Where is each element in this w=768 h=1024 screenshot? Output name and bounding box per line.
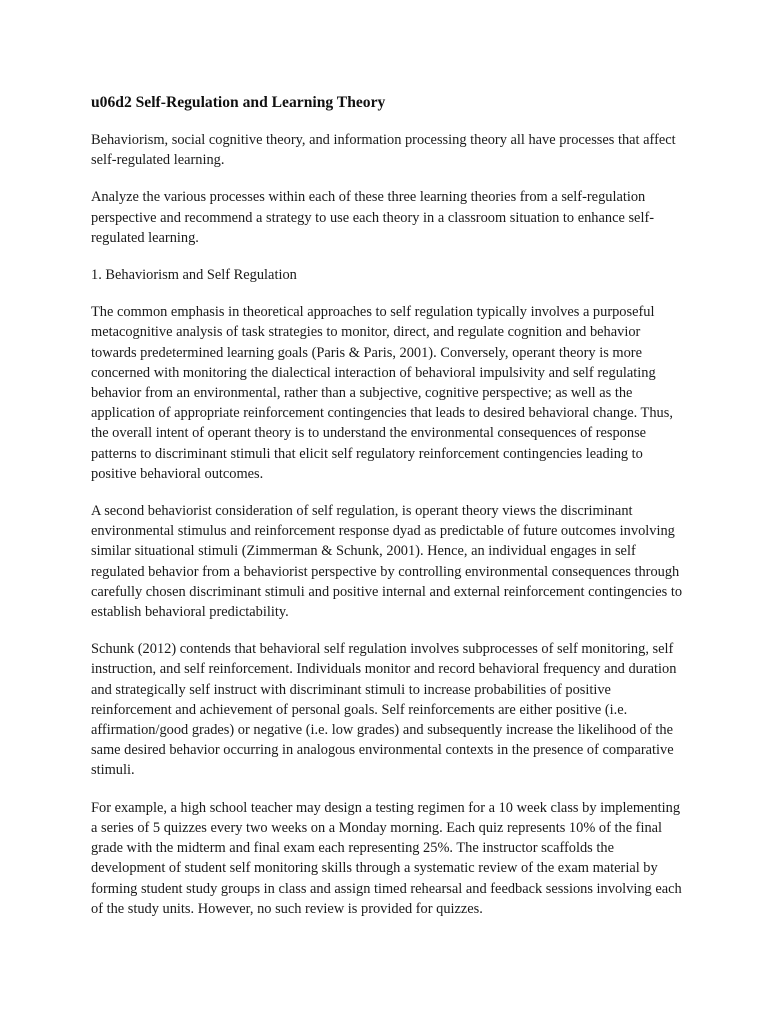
intro-paragraph: Behaviorism, social cognitive theory, and information processing theory all have processes that affect self-regulated learning. xyxy=(91,132,676,169)
body-paragraph: For example, a high school teacher may design a testing regimen for a 10 week class by implementing a series of 5 quizzes every two weeks on a Monday morning. Each quiz represents 10% of the final grade with the midterm and final exam each representing 25%. The instructor scaffolds the development of student self monitoring skills through a systematic review of the exam material by forming student study groups in class and assign timed rehearsal and feedback sessions involving each of the study units. However, no such review is provided for quizzes. xyxy=(91,799,682,917)
document-title: u06d2 Self-Regulation and Learning Theory xyxy=(91,94,386,111)
body-paragraph: Schunk (2012) contends that behavioral self regulation involves subprocesses of self monitoring, self instruction, and self reinforcement. Individuals monitor and record behavioral frequency and duration and strategically self instruct with discriminant stimuli to increase probabilities of positive reinforcement and achievement of personal goals. Self reinforcements are either positive (i.e. affirmation/good grades) or negative (i.e. low grades) and subsequently increase the likelihood of the same desired behavior occurring in analogous environmental contexts in the presence of comparative stimuli. xyxy=(91,641,677,779)
body-paragraph: The common emphasis in theoretical approaches to self regulation typically involves a purposeful metacognitive analysis of task strategies to monitor, direct, and regulate cognition and behavior towards predetermined learning goals (Paris & Paris, 2001). Conversely, operant theory is more concerned with monitoring the dialectical interaction of behavioral impulsivity and self regulating behavior from an environmental, rather than a subjective, cognitive perspective; as well as the application of appropriate reinforcement contingencies that leads to desired behavioral change. Thus, the overall intent of operant theory is to understand the environmental consequences of response patterns to discriminant stimuli that elicit self regulatory reinforcement contingencies leading to positive behavioral outcomes. xyxy=(91,304,673,482)
section-heading: 1. Behaviorism and Self Regulation xyxy=(91,267,297,284)
document-body xyxy=(91,93,683,936)
body-paragraph: A second behaviorist consideration of self regulation, is operant theory views the discriminant environmental stimulus and reinforcement response dyad as predictable of future outcomes involving similar situational stimuli (Zimmerman & Schunk, 2001). Hence, an individual engages in self regulated behavior from a behaviorist perspective by controlling environmental consequences through carefully chosen discriminant stimuli and positive internal and external reinforcement contingencies to establish behavioral predictability. xyxy=(91,503,683,621)
assignment-paragraph: Analyze the various processes within each of these three learning theories from a self-regulation perspective and recommend a strategy to use each theory in a classroom situation to enhance self-regulated learning. xyxy=(91,189,655,246)
